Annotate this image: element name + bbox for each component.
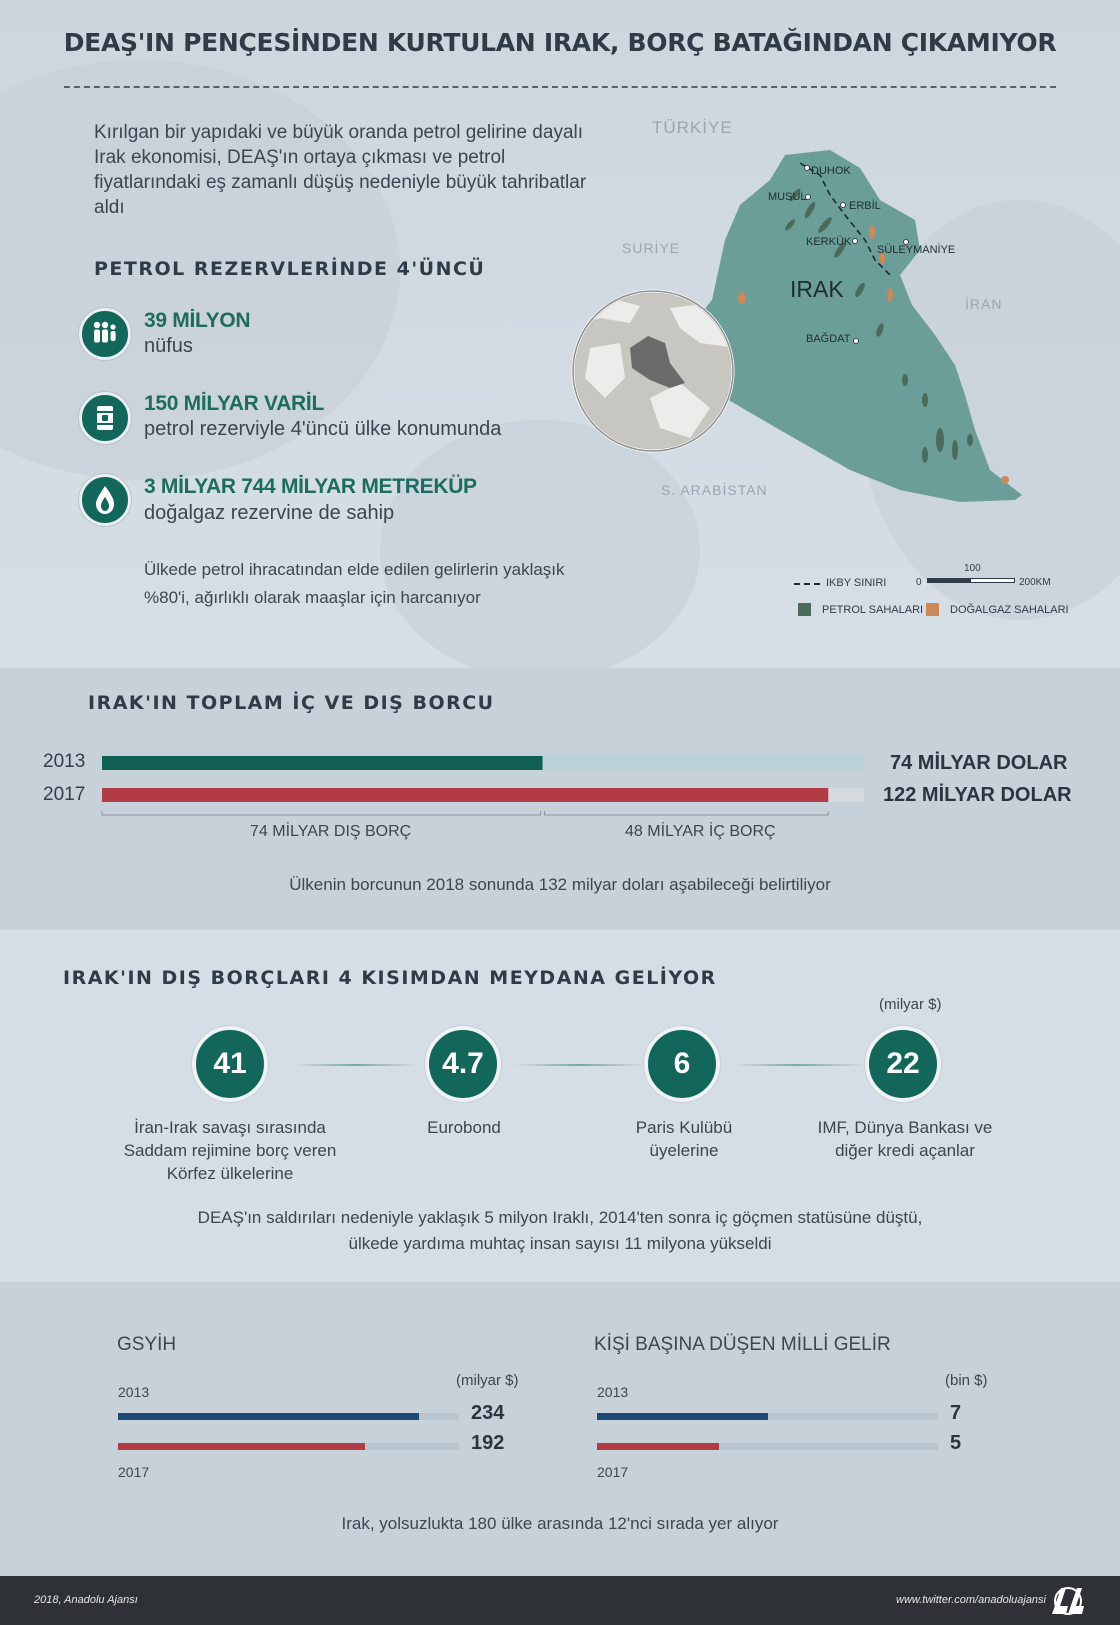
income-unit: (bin $): [945, 1372, 988, 1389]
oil-reserve-desc: petrol rezerviyle 4'üncü ülke konumunda: [144, 418, 502, 440]
gdp-year-2013: 2013: [118, 1384, 150, 1400]
internal-debt-label: 48 MİLYAR İÇ BORÇ: [625, 823, 776, 840]
scale-200: 200KM: [1019, 577, 1051, 588]
gdp-track-2017: [118, 1443, 459, 1450]
connector-line: [733, 1064, 865, 1066]
total-debt-heading: IRAK'IN TOPLAM İÇ VE DIŞ BORCU: [88, 692, 495, 714]
gdp-unit: (milyar $): [456, 1372, 519, 1389]
gdp-value-2017: 192: [471, 1432, 505, 1454]
people-icon: [79, 308, 131, 360]
external-debt-label: 74 MİLYAR DIŞ BORÇ: [250, 823, 412, 840]
debt-bar-2013: [102, 756, 543, 770]
debt-part-paris: 6: [644, 1026, 720, 1102]
label-saudi: S. ARABİSTAN: [661, 482, 768, 498]
internal-debt-bracket: [545, 811, 829, 815]
gdp-value-2013: 234: [471, 1402, 505, 1424]
debt-part-imf-label: IMF, Dünya Bankası ve diğer kredi açanlar: [817, 1118, 993, 1160]
debt-total-2017: 122 MİLYAR DOLAR: [883, 784, 1072, 806]
title-divider: [64, 86, 1056, 88]
footer-twitter-link[interactable]: www.twitter.com/anadoluajansi: [896, 1594, 1046, 1606]
debt-year-2013: 2013: [43, 751, 86, 772]
oil-barrel-icon: [79, 392, 131, 444]
gas-reserve-value: 3 MİLYAR 744 MİLYAR METREKÜP: [144, 475, 477, 498]
debt-part-gulf: 41: [192, 1026, 268, 1102]
oil-income-note: Ülkede petrol ihracatından elde edilen gelirlerin yaklaşık %80'i, ağırlıklı olarak maaşlar için harcanıyor: [144, 560, 565, 607]
city-kerkuk: KERKÜK: [806, 236, 852, 248]
income-year-2013: 2013: [597, 1384, 629, 1400]
city-musul: MUSUL: [768, 191, 807, 203]
ikby-legend-line: [794, 583, 820, 585]
debt-part-paris-label: Paris Kulübü üyelerine: [635, 1118, 733, 1160]
label-turkey: TÜRKİYE: [652, 118, 733, 137]
aa-logo-icon: [1050, 1586, 1086, 1616]
label-iran: İRAN: [965, 296, 1003, 312]
debt-total-2013: 74 MİLYAR DOLAR: [890, 752, 1068, 774]
gdp-title: GSYİH: [117, 1334, 177, 1355]
connector-line: [293, 1064, 418, 1066]
external-debt-unit: (milyar $): [879, 996, 942, 1013]
external-debt-bracket: [102, 811, 541, 815]
income-title: KİŞİ BAŞINA DÜŞEN MİLLİ GELİR: [594, 1334, 891, 1355]
debt-part-gulf-label: İran-Irak savaşı sırasında Saddam rejimine borç veren Körfez ülkelerine: [123, 1118, 337, 1183]
income-value-2013: 7: [950, 1402, 962, 1424]
page-title: DEAŞ'IN PENÇESİNDEN KURTULAN IRAK, BORÇ BATAĞINDAN ÇIKAMIYOR: [63, 28, 1057, 57]
displacement-caption: DEAŞ'ın saldırıları nedeniyle yaklaşık 5 milyon Iraklı, 2014'ten sonra iç göçmen statüsüne düştü, ülkede yardıma muhtaç insan sayısı 11 milyona yükseldi: [197, 1208, 923, 1253]
gdp-bar-2013: [118, 1413, 419, 1420]
city-duhok: DUHOK: [811, 165, 851, 177]
gdp-year-2017: 2017: [118, 1464, 150, 1480]
income-value-2017: 5: [950, 1432, 962, 1454]
income-year-2017: 2017: [597, 1464, 629, 1480]
population-value: 39 MİLYON: [144, 309, 251, 332]
legend-gas: DOĞALGAZ SAHALARI: [950, 604, 1069, 616]
debt-forecast-caption: Ülkenin borcunun 2018 sonunda 132 milyar doları aşabileceği belirtiliyor: [289, 875, 831, 894]
debt-year-2017: 2017: [43, 784, 86, 805]
oil-reserve-value: 150 MİLYAR VARİL: [144, 392, 324, 415]
map-country-label: IRAK: [790, 276, 844, 302]
gas-reserve-desc: doğalgaz rezervine de sahip: [144, 502, 395, 524]
overview-section: [0, 0, 1120, 668]
label-syria: SURİYE: [622, 240, 681, 256]
income-track-2013: [597, 1413, 938, 1420]
connector-line: [513, 1064, 645, 1066]
gdp-income-section: [0, 1282, 1120, 1576]
city-suleymaniye: SÜLEYMANİYE: [877, 244, 956, 256]
footer-copyright: 2018, Anadolu Ajansı: [34, 1594, 138, 1606]
debt-bar-2017: [102, 788, 828, 802]
debt-part-imf: 22: [865, 1026, 941, 1102]
scale-bar: [927, 578, 1015, 583]
gdp-track-2013: [118, 1413, 459, 1420]
external-debt-section: [0, 930, 1120, 1282]
city-bagdat: BAĞDAT: [806, 333, 851, 345]
legend-petrol: PETROL SAHALARI: [822, 604, 924, 616]
debt-part-eurobond: 4.7: [425, 1026, 501, 1102]
legend-petrol-swatch: [798, 603, 811, 616]
debt-part-eurobond-label: Eurobond: [427, 1118, 501, 1137]
total-debt-section: [0, 668, 1120, 930]
income-track-2017: [597, 1443, 938, 1450]
city-erbil: ERBİL: [849, 200, 881, 212]
reserves-heading: PETROL REZERVLERİNDE 4'ÜNCÜ: [94, 258, 486, 280]
scale-100: 100: [964, 563, 981, 574]
external-debt-heading: IRAK'IN DIŞ BORÇLARI 4 KISIMDAN MEYDANA GELİYOR: [63, 967, 717, 989]
intro-text: Kırılgan bir yapıdaki ve büyük oranda petrol gelirine dayalı Irak ekonomisi, DEAŞ'ın ortaya çıkması ve petrol fiyatlarındaki eş zamanlı düşüş nedeniyle büyük tahribatlar aldı: [94, 122, 587, 218]
legend-ikby: IKBY SINIRI: [826, 577, 887, 589]
footer: [0, 1576, 1120, 1625]
population-desc: nüfus: [144, 335, 193, 357]
gdp-bar-2017: [118, 1443, 365, 1450]
legend-gas-swatch: [926, 603, 939, 616]
income-bar-2013: [597, 1413, 768, 1420]
corruption-caption: Irak, yolsuzlukta 180 ülke arasında 12'nci sırada yer alıyor: [341, 1514, 779, 1533]
locator-globe: [570, 288, 736, 454]
income-bar-2017: [597, 1443, 719, 1450]
scale-0: 0: [916, 577, 922, 588]
gas-flame-icon: [79, 474, 131, 526]
